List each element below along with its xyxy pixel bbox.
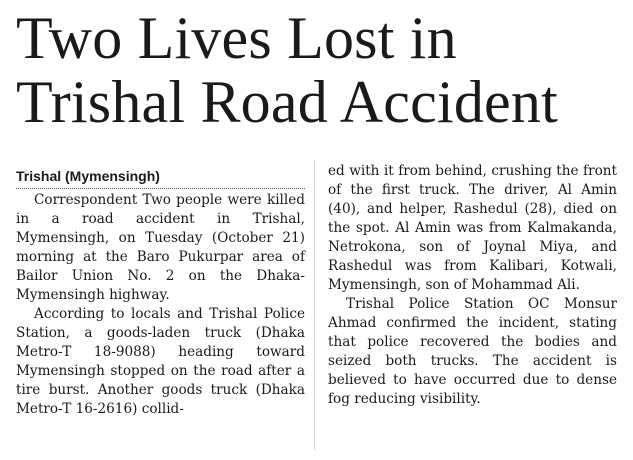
paragraph-police-statement: Trishal Police Station OC Monsur Ahmad confirmed the incident, stating that police recovered the bodies and seized both trucks. The accident is believed to have occurred due to dense fog reducing visibility. bbox=[328, 296, 617, 407]
article-column-right bbox=[328, 162, 617, 409]
headline: Two Lives Lost in Trishal Road Accident bbox=[16, 5, 558, 135]
dateline: Trishal (Mymensingh) bbox=[16, 162, 305, 189]
paragraph-details: According to locals and Trishal Police Station, a goods-laden truck (Dhaka Metro-T 18-9088) heading toward Mymensingh stopped on the road after a tire burst. Another goods truck (Dhaka Metro-T 16-2616) collid- bbox=[16, 306, 305, 417]
paragraph-intro: Correspondent Two people were killed in a road accident in Trishal, Mymensingh, on Tuesday (October 21) morning at the Baro Pukurpar area of Bailor Union No. 2 on the Dhaka-Mymensingh highway. bbox=[16, 192, 305, 303]
column-divider bbox=[314, 160, 315, 450]
paragraph-details-continued: ed with it from behind, crushing the front of the first truck. The driver, Al Amin (40), and helper, Rashedul (28), died on the spot. Al Amin was from Kalmakanda, Netrokona, son of Joynal Miya, and Rashedul was from Kalibari, Kotwali, Mymensingh, son of Mohammad Ali. bbox=[328, 163, 617, 293]
article-column-left bbox=[16, 162, 305, 419]
